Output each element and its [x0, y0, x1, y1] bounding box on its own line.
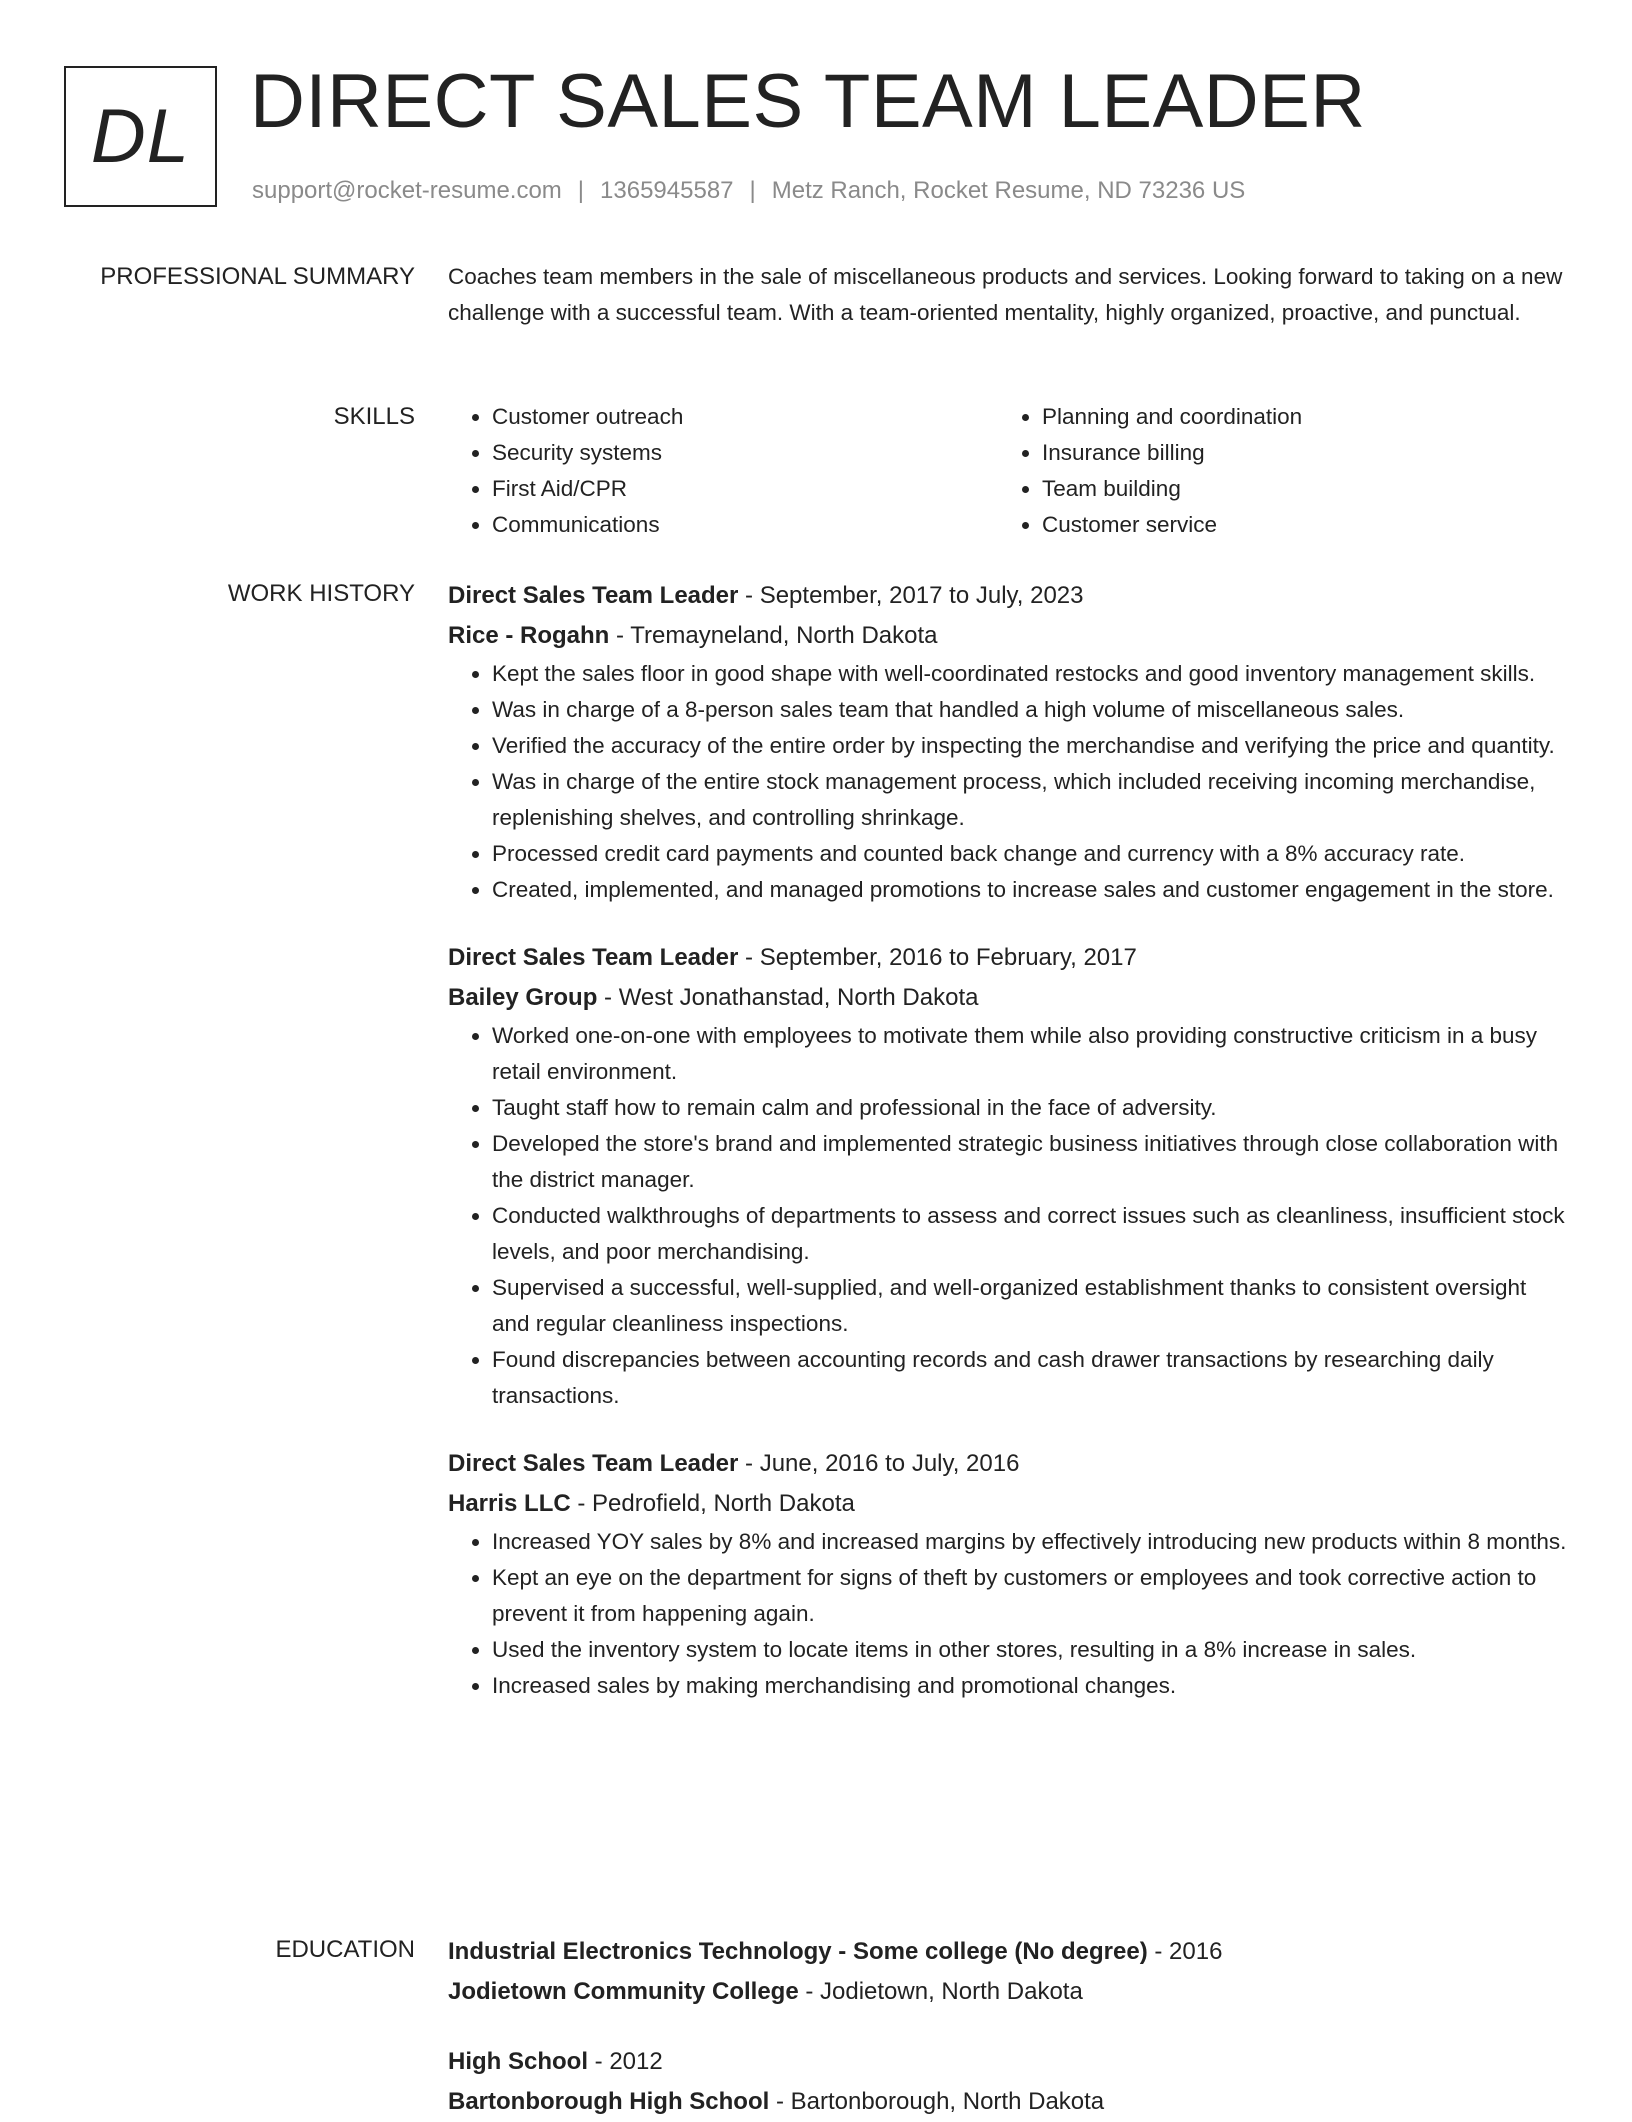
job-bullet: • Found discrepancies between accounting records and cash drawer transactions by researching daily transactions.: [492, 1342, 1568, 1414]
job-bullet: • Verified the accuracy of the entire order by inspecting the merchandise and verifying the price and quantity.: [492, 728, 1568, 764]
education-degree: High School: [448, 2048, 588, 2075]
job-bullet: • Kept the sales floor in good shape with well-coordinated restocks and good inventory management skills.: [492, 656, 1568, 692]
job-title-line: [448, 1444, 1568, 1484]
education-year: - 2016: [1147, 1938, 1223, 1965]
job-bullet: • Kept an eye on the department for signs of theft by customers or employees and took corrective action to prevent it from happening again.: [492, 1560, 1568, 1632]
education-degree: Industrial Electronics Technology - Some college (No degree): [448, 1938, 1148, 1965]
job-entry: [448, 1444, 1568, 1704]
job-dates: - September, 2017 to July, 2023: [738, 582, 1084, 609]
contact-phone: 1365945587: [600, 177, 734, 204]
skill-item: • Planning and coordination: [1042, 399, 1548, 435]
job-bullet: • Processed credit card payments and counted back change and currency with a 8% accuracy rate.: [492, 836, 1568, 872]
section-label-summary: PROFESSIONAL SUMMARY: [100, 263, 415, 290]
skills-list-right: [998, 399, 1548, 543]
job-bullet: • Created, implemented, and managed promotions to increase sales and customer engagement in the store.: [492, 872, 1568, 908]
job-company: Harris LLC: [448, 1490, 571, 1517]
skills-list-left: [448, 399, 998, 543]
job-company-line: [448, 1484, 1568, 1524]
job-bullets: [448, 656, 1568, 908]
education-school: Jodietown Community College: [448, 1978, 799, 2005]
job-bullet: • Used the inventory system to locate items in other stores, resulting in a 8% increase in sales.: [492, 1632, 1568, 1668]
job-location: - Tremayneland, North Dakota: [609, 622, 938, 649]
resume-title: DIRECT SALES TEAM LEADER: [250, 59, 1366, 144]
education-year: - 2012: [588, 2048, 663, 2075]
job-title-line: [448, 576, 1568, 616]
job-location: - West Jonathanstad, North Dakota: [597, 984, 979, 1011]
work-history-body: [448, 576, 1568, 1704]
job-company: Bailey Group: [448, 984, 598, 1011]
contact-separator: |: [577, 177, 585, 204]
job-company-line: [448, 616, 1568, 656]
job-dates: - September, 2016 to February, 2017: [738, 944, 1137, 971]
education-entry: [448, 1932, 1568, 2012]
job-bullets: [448, 1018, 1568, 1414]
job-title: Direct Sales Team Leader: [448, 582, 739, 609]
job-dates: - June, 2016 to July, 2016: [738, 1450, 1020, 1477]
job-bullet: • Was in charge of the entire stock management process, which included receiving incoming merchandise, replenishing shelves, and controlling shrinkage.: [492, 764, 1568, 836]
education-location: - Bartonborough, North Dakota: [769, 2088, 1105, 2115]
section-label-education: EDUCATION: [275, 1936, 415, 1963]
job-bullet: • Developed the store's brand and implemented strategic business initiatives through close collaboration with the district manager.: [492, 1126, 1568, 1198]
job-company: Rice - Rogahn: [448, 622, 610, 649]
job-entry: [448, 938, 1568, 1414]
education-body: [448, 1932, 1568, 2122]
job-bullet: • Conducted walkthroughs of departments to assess and correct issues such as cleanliness, insufficient stock levels, and poor merchandising.: [492, 1198, 1568, 1270]
education-location: - Jodietown, North Dakota: [798, 1978, 1083, 2005]
contact-separator: |: [749, 177, 756, 204]
job-bullet: • Supervised a successful, well-supplied, and well-organized establishment thanks to consistent oversight and regular cleanliness inspections.: [492, 1270, 1568, 1342]
section-label-work-history: WORK HISTORY: [227, 580, 415, 607]
job-bullet: • Was in charge of a 8-person sales team that handled a high volume of miscellaneous sales.: [492, 692, 1568, 728]
job-title: Direct Sales Team Leader: [448, 1450, 739, 1477]
job-bullet: • Taught staff how to remain calm and professional in the face of adversity.: [492, 1090, 1568, 1126]
education-degree-line: [448, 1932, 1568, 1972]
skill-item: • Insurance billing: [1042, 435, 1548, 471]
summary-text: Coaches team members in the sale of miscellaneous products and services. Looking forward to taking on a new challenge with a successful team. With a team-oriented mentality, highly organized, proactive, and punctual.: [448, 264, 1563, 325]
education-school: Bartonborough High School: [448, 2088, 770, 2115]
contact-address: Metz Ranch, Rocket Resume, ND 73236 US: [771, 177, 1246, 204]
section-label-skills: SKILLS: [333, 403, 415, 430]
contact-line: [252, 174, 1245, 208]
job-bullet: • Increased YOY sales by 8% and increased margins by effectively introducing new products within 8 months.: [492, 1524, 1568, 1560]
skills-body: [448, 399, 1568, 543]
monogram-initials: DL: [90, 94, 191, 179]
education-school-line: [448, 2082, 1568, 2122]
job-title-line: [448, 938, 1568, 978]
skill-item: • Communications: [492, 507, 998, 543]
skill-item: • Customer outreach: [492, 399, 998, 435]
contact-email: support@rocket-resume.com: [252, 177, 562, 204]
monogram-box: [64, 66, 217, 207]
job-bullets: [448, 1524, 1568, 1704]
job-title: Direct Sales Team Leader: [448, 944, 739, 971]
job-location: - Pedrofield, North Dakota: [570, 1490, 855, 1517]
job-bullet: • Worked one-on-one with employees to motivate them while also providing constructive criticism in a busy retail environment.: [492, 1018, 1568, 1090]
skill-item: • First Aid/CPR: [492, 471, 998, 507]
education-degree-line: [448, 2042, 1568, 2082]
summary-body: [448, 259, 1568, 331]
education-school-line: [448, 1972, 1568, 2012]
skill-item: • Customer service: [1042, 507, 1548, 543]
skill-item: • Security systems: [492, 435, 998, 471]
job-entry: [448, 576, 1568, 908]
job-company-line: [448, 978, 1568, 1018]
skill-item: • Team building: [1042, 471, 1548, 507]
job-bullet: • Increased sales by making merchandising and promotional changes.: [492, 1668, 1568, 1704]
education-entry: [448, 2042, 1568, 2122]
